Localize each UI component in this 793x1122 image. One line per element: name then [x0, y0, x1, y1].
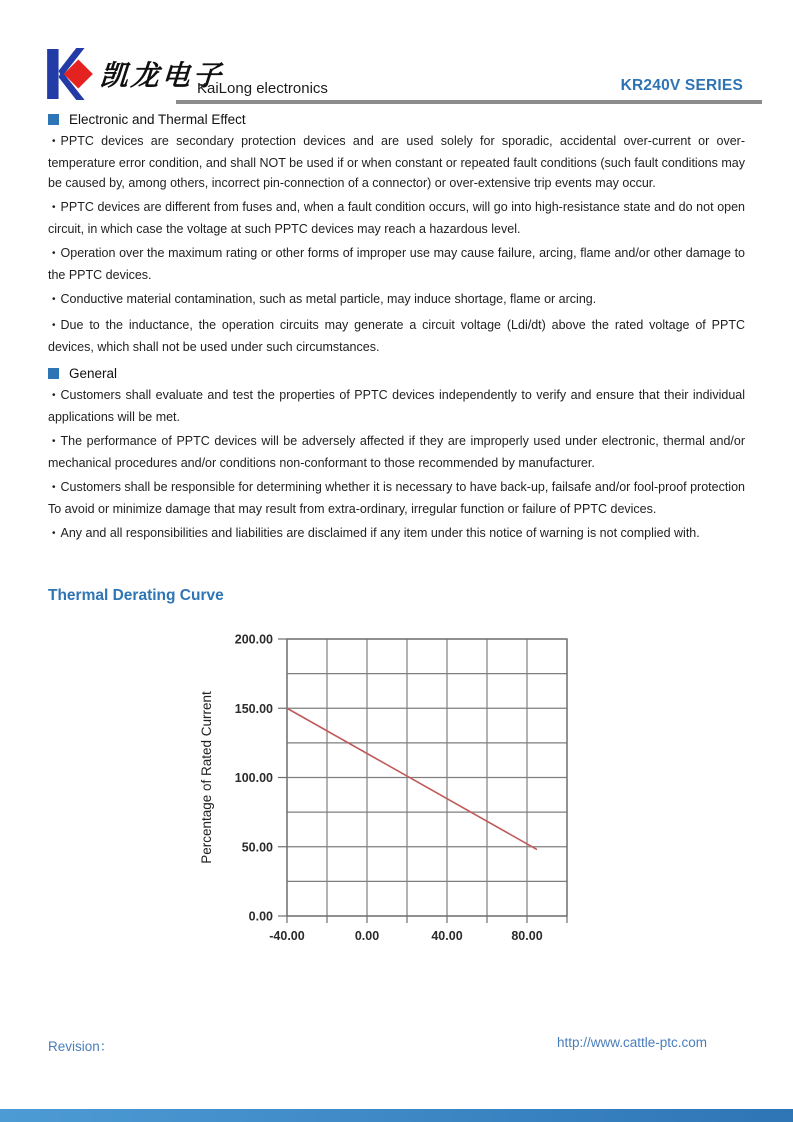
bullet-text: PPTC devices are different from fuses and, when a fault condition occurs, will go into high-resistance state and do not open circuit, in which case the voltage at such PPTC devices may reach a hazardous level.: [48, 200, 745, 236]
y-axis-title: Percentage of Rated Current: [199, 691, 214, 864]
notice-bullet-item: [48, 315, 745, 357]
bullet-icon: •: [52, 436, 56, 447]
y-tick-label: 200.00: [234, 632, 273, 647]
bullet-icon: •: [52, 202, 56, 213]
bullet-icon: •: [52, 482, 56, 493]
bullet-text: Operation over the maximum rating or other forms of improper use may cause failure, arcing, flame and/or other damage to the PPTC devices.: [48, 246, 745, 282]
notice-bullet-item: [48, 289, 745, 311]
bullet-text: PPTC devices are secondary protection devices and are used solely for sporadic, accidental over-current or over-temperature error condition, and shall NOT be used if or when constant or repeated fault conditions (such fault conditions may be caused by, among others, incorrect pin-connection of a connector) or over-extensive trip events may occur.: [48, 134, 745, 190]
logo-english-text: KaiLong electronics: [197, 80, 328, 97]
thermal-derating-line: [287, 708, 537, 849]
section-title: Electronic and Thermal Effect: [69, 112, 246, 127]
y-tick-label: 150.00: [234, 701, 273, 716]
notice-bullet-item: [48, 243, 745, 285]
notice-bullet-item: [48, 477, 745, 519]
logo-k-stem: [47, 49, 58, 99]
bullet-icon: •: [52, 390, 56, 401]
section-marker-icon: [48, 114, 59, 125]
logo-chinese-text: 凯龙电子: [98, 59, 226, 92]
bullet-text: Any and all responsibilities and liabilities are disclaimed if any item under this notice of warning is not complied with.: [60, 526, 700, 540]
kailong-logo-icon: [44, 48, 96, 100]
header-rule: [176, 100, 762, 104]
y-tick-label: 100.00: [234, 771, 273, 785]
notice-bullet-item: [48, 431, 745, 473]
bullet-text: Due to the inductance, the operation circuits may generate a circuit voltage (Ldi/dt) above the rated voltage of PPTC devices, which shall not be used under such circumstances.: [48, 318, 745, 354]
series-title: KR240V SERIES: [620, 77, 743, 94]
section-title: General: [69, 366, 118, 381]
footer-accent-bar: [0, 1109, 793, 1122]
x-tick-label: -40.00: [269, 929, 305, 943]
y-tick-label: 0.00: [248, 909, 273, 924]
x-tick-label: 80.00: [511, 929, 543, 943]
bullet-icon: •: [52, 528, 56, 539]
bullet-text: Customers shall be responsible for determining whether it is necessary to have back-up, failsafe and/or fool-proof protection To avoid or minimize damage that may result from extra-ordinary, irregular function or failure of PPTC devices.: [48, 480, 745, 516]
section-marker-icon: [48, 368, 59, 379]
x-tick-label: 40.00: [431, 929, 463, 943]
section-header-general: [48, 366, 745, 381]
bullet-icon: •: [52, 320, 56, 331]
section-header-electronic-thermal: [48, 112, 745, 127]
revision-label: Revision：: [48, 1039, 114, 1054]
x-tick-label: 0.00: [354, 929, 380, 943]
derating-chart-svg: [185, 625, 685, 955]
notice-bullet-item: [48, 197, 745, 239]
bullet-icon: •: [52, 248, 56, 259]
bullet-icon: •: [52, 136, 56, 147]
page-header: [0, 0, 793, 106]
bullet-text: The performance of PPTC devices will be adversely affected if they are improperly used under electronic, thermal and/or mechanical procedures and/or conditions non-conformant to those recommended by manufacturer.: [48, 434, 745, 470]
bullet-icon: •: [52, 294, 56, 305]
website-link[interactable]: http://www.cattle-ptc.com: [556, 1035, 707, 1050]
notice-bullet-item: [48, 385, 745, 427]
y-tick-label: 50.00: [241, 840, 273, 855]
notice-bullet-item: [48, 131, 745, 193]
bullet-text: Conductive material contamination, such as metal particle, may induce shortage, flame or arcing.: [60, 292, 597, 306]
notice-bullet-item: [48, 523, 745, 545]
chart-section-title: Thermal Derating Curve: [48, 587, 224, 604]
thermal-derating-chart: [185, 625, 685, 955]
notice-content: [0, 112, 793, 545]
bullet-text: Customers shall evaluate and test the properties of PPTC devices independently to verify and ensure that their individual applications will be met.: [48, 388, 745, 424]
